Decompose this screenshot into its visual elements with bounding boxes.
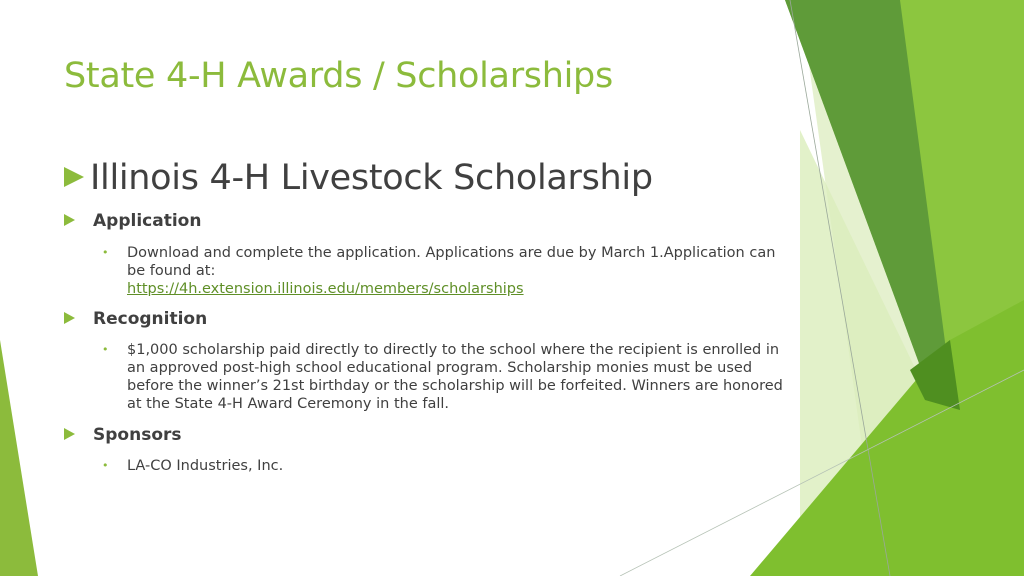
section-application: [64, 211, 201, 231]
slide-title: State 4-H Awards / Scholarships: [64, 56, 613, 96]
section-sponsors: [64, 425, 182, 445]
bullet-text: LA-CO Industries, Inc.: [127, 458, 284, 474]
arrow-bullet-icon: [64, 312, 75, 324]
bullet-text: Download and complete the application. Applications are due by March 1.Application can be found at:: [127, 245, 776, 279]
bullet-text: $1,000 scholarship paid directly to directly to the school where the recipient is enrolled in an approved post-high school educational program. Scholarship monies must be used before the winner’s 21st birthday or the scholarship will be forfeited. Winners are honored at the State 4-H Award Ceremony in the fall.: [127, 342, 783, 412]
arrow-bullet-icon: [64, 214, 75, 226]
bullet-dot-icon: •: [102, 343, 109, 356]
scholarship-link[interactable]: https://4h.extension.illinois.edu/members/scholarships: [127, 281, 524, 297]
left-facet: [0, 340, 38, 576]
subtitle-text: Illinois 4-H Livestock Scholarship: [90, 158, 653, 198]
section-heading: Sponsors: [93, 425, 182, 445]
section-heading: Recognition: [93, 309, 208, 329]
arrow-bullet-icon: [64, 167, 84, 187]
bullet-text-block: [127, 244, 787, 298]
bullet-dot-icon: •: [102, 246, 109, 259]
section-recognition: [64, 309, 207, 329]
bullet-dot-icon: •: [102, 459, 109, 472]
arrow-bullet-icon: [64, 428, 75, 440]
slide-subtitle: [64, 158, 653, 198]
section-heading: Application: [93, 211, 202, 231]
